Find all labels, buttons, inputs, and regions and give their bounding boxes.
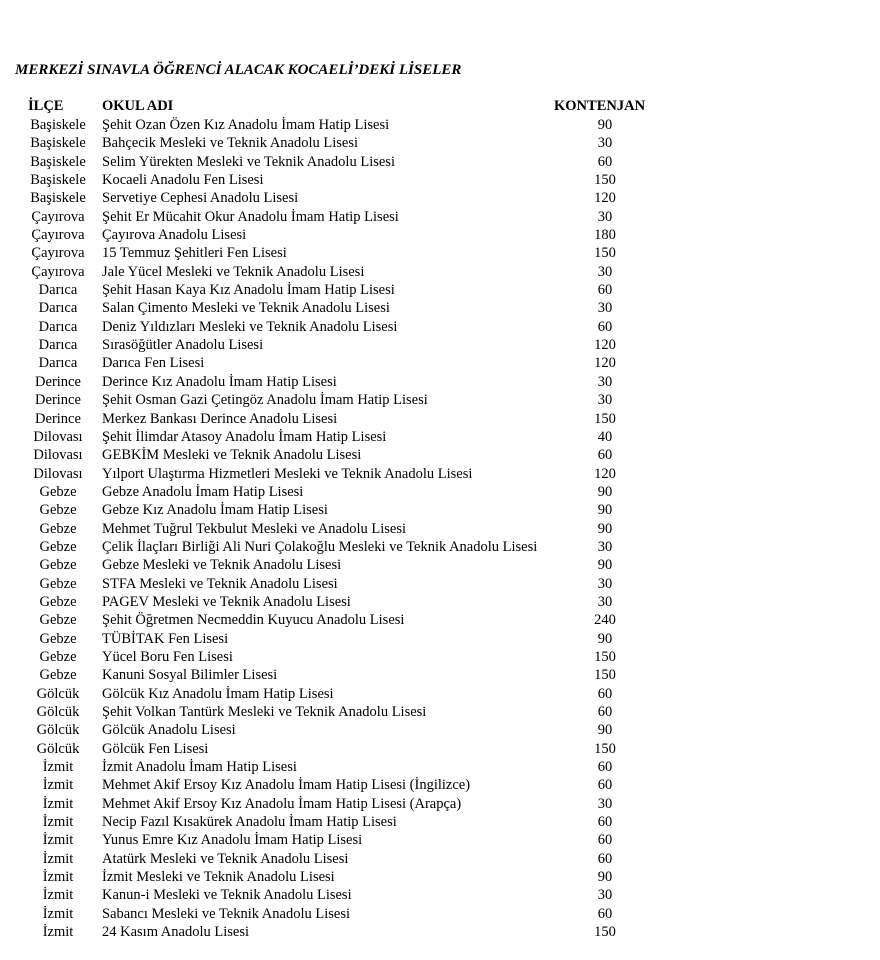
- table-row: [0, 758, 880, 776]
- cell-kontenjan: 90: [597, 520, 613, 537]
- cell-ilce: İzmit: [42, 924, 74, 941]
- cell-kontenjan: 90: [597, 557, 613, 574]
- cell-kontenjan: 60: [597, 814, 613, 831]
- table-row: [0, 465, 880, 483]
- table-row: [0, 703, 880, 721]
- cell-kontenjan: 60: [597, 704, 613, 720]
- cell-kontenjan: 40: [597, 428, 613, 445]
- table-row: [0, 263, 880, 281]
- cell-ilce: Darıca: [38, 355, 78, 372]
- cell-okul-adi: Necip Fazıl Kısakürek Anadolu İmam Hatip Lisesi: [102, 814, 397, 831]
- cell-ilce: İzmit: [42, 869, 74, 886]
- cell-kontenjan: 150: [594, 410, 616, 427]
- cell-okul-adi: Çelik İlaçları Birliği Ali Nuri Çolakoğlu Mesleki ve Teknik Anadolu Lisesi: [102, 538, 538, 555]
- table-row: [0, 428, 880, 446]
- table-header: [0, 97, 880, 115]
- table-row: [0, 446, 880, 464]
- table-row: [0, 520, 880, 538]
- cell-kontenjan: 240: [594, 612, 616, 629]
- cell-okul-adi: Bahçecik Mesleki ve Teknik Anadolu Lisesi: [102, 135, 359, 152]
- cell-kontenjan: 90: [597, 722, 613, 739]
- cell-ilce: Gölcük: [36, 685, 80, 702]
- cell-kontenjan: 60: [597, 832, 613, 849]
- cell-kontenjan: 150: [594, 648, 616, 665]
- table-row: [0, 593, 880, 611]
- cell-okul-adi: Sabancı Mesleki ve Teknik Anadolu Lisesi: [102, 905, 350, 922]
- cell-okul-adi: Şehit Ozan Özen Kız Anadolu İmam Hatip Lisesi: [102, 117, 390, 133]
- cell-kontenjan: 60: [597, 153, 613, 170]
- cell-ilce: Darıca: [38, 300, 78, 317]
- cell-okul-adi: Salan Çimento Mesleki ve Teknik Anadolu Lisesi: [102, 300, 390, 317]
- cell-okul-adi: Yunus Emre Kız Anadolu İmam Hatip Lisesi: [102, 832, 363, 849]
- table-row: [0, 721, 880, 739]
- cell-okul-adi: Şehit Hasan Kaya Kız Anadolu İmam Hatip Lisesi: [102, 282, 395, 299]
- cell-kontenjan: 30: [597, 593, 613, 610]
- cell-ilce: İzmit: [42, 887, 74, 904]
- table-row: [0, 171, 880, 189]
- cell-ilce: Gebze: [39, 502, 77, 519]
- table-row: [0, 134, 880, 152]
- cell-ilce: İzmit: [42, 777, 74, 794]
- cell-ilce: Başiskele: [30, 190, 86, 207]
- cell-kontenjan: 150: [594, 667, 616, 684]
- cell-okul-adi: TÜBİTAK Fen Lisesi: [102, 630, 229, 647]
- cell-ilce: Çayırova: [31, 208, 85, 225]
- cell-kontenjan: 180: [594, 227, 616, 244]
- table-row: [0, 886, 880, 904]
- header-ilce: İLÇE: [28, 98, 64, 114]
- cell-kontenjan: 30: [597, 135, 613, 152]
- cell-ilce: Gölcük: [36, 722, 80, 739]
- cell-okul-adi: Servetiye Cephesi Anadolu Lisesi: [102, 190, 299, 207]
- cell-kontenjan: 90: [597, 483, 613, 500]
- table-row: [0, 868, 880, 886]
- cell-okul-adi: Merkez Bankası Derince Anadolu Lisesi: [102, 410, 338, 427]
- cell-ilce: Gebze: [39, 667, 77, 684]
- cell-okul-adi: Darıca Fen Lisesi: [102, 355, 205, 372]
- cell-okul-adi: Gölcük Kız Anadolu İmam Hatip Lisesi: [102, 685, 334, 702]
- cell-kontenjan: 150: [594, 245, 616, 262]
- table-row: [0, 666, 880, 684]
- cell-okul-adi: Çayırova Anadolu Lisesi: [102, 227, 247, 244]
- cell-kontenjan: 30: [597, 538, 613, 555]
- cell-ilce: Gölcük: [36, 704, 80, 720]
- table-row: [0, 813, 880, 831]
- cell-ilce: Başiskele: [30, 153, 86, 170]
- cell-kontenjan: 150: [594, 740, 616, 757]
- cell-ilce: İzmit: [42, 850, 74, 867]
- table-row: [0, 336, 880, 354]
- cell-okul-adi: Gebze Kız Anadolu İmam Hatip Lisesi: [102, 502, 328, 519]
- cell-kontenjan: 60: [597, 777, 613, 794]
- table-row: [0, 354, 880, 372]
- table-row: [0, 299, 880, 317]
- cell-ilce: Darıca: [38, 282, 78, 299]
- cell-okul-adi: Mehmet Akif Ersoy Kız Anadolu İmam Hatip Lisesi (Arapça): [102, 795, 462, 812]
- cell-kontenjan: 90: [597, 502, 613, 519]
- cell-kontenjan: 90: [597, 869, 613, 886]
- cell-kontenjan: 30: [597, 575, 613, 592]
- cell-okul-adi: Mehmet Akif Ersoy Kız Anadolu İmam Hatip Lisesi (İngilizce): [102, 777, 471, 794]
- cell-kontenjan: 90: [597, 117, 613, 133]
- table-row: [0, 116, 880, 134]
- table-row: [0, 611, 880, 629]
- school-table-body: [0, 116, 880, 941]
- document-title: MERKEZİ SINAVLA ÖĞRENCİ ALACAK KOCAELİ’DEKİ LİSELER: [15, 62, 462, 78]
- cell-kontenjan: 60: [597, 685, 613, 702]
- cell-okul-adi: Gebze Anadolu İmam Hatip Lisesi: [102, 483, 304, 500]
- cell-kontenjan: 30: [597, 300, 613, 317]
- cell-kontenjan: 60: [597, 282, 613, 299]
- cell-ilce: İzmit: [42, 814, 74, 831]
- table-row: [0, 831, 880, 849]
- cell-ilce: Başiskele: [30, 172, 86, 189]
- cell-okul-adi: Selim Yürekten Mesleki ve Teknik Anadolu Lisesi: [102, 153, 395, 170]
- cell-kontenjan: 30: [597, 887, 613, 904]
- cell-ilce: Dilovası: [33, 428, 83, 445]
- cell-okul-adi: Kanun-i Mesleki ve Teknik Anadolu Lisesi: [102, 887, 352, 904]
- table-row: [0, 391, 880, 409]
- cell-ilce: Gebze: [39, 520, 77, 537]
- cell-ilce: Derince: [35, 373, 81, 390]
- cell-okul-adi: İzmit Mesleki ve Teknik Anadolu Lisesi: [102, 869, 335, 886]
- cell-ilce: Gebze: [39, 483, 77, 500]
- table-row: [0, 795, 880, 813]
- table-row: [0, 281, 880, 299]
- cell-ilce: Gebze: [39, 630, 77, 647]
- table-row: [0, 575, 880, 593]
- cell-ilce: Dilovası: [33, 465, 83, 482]
- cell-ilce: Derince: [35, 410, 81, 427]
- cell-kontenjan: 60: [597, 850, 613, 867]
- cell-okul-adi: Şehit Er Mücahit Okur Anadolu İmam Hatip Lisesi: [102, 208, 399, 225]
- cell-okul-adi: GEBKİM Mesleki ve Teknik Anadolu Lisesi: [102, 447, 362, 464]
- cell-kontenjan: 150: [594, 924, 616, 941]
- cell-ilce: Başiskele: [30, 135, 86, 152]
- cell-ilce: Başiskele: [30, 117, 86, 133]
- table-row: [0, 373, 880, 391]
- cell-okul-adi: Atatürk Mesleki ve Teknik Anadolu Lisesi: [102, 850, 349, 867]
- cell-kontenjan: 120: [594, 337, 616, 354]
- cell-okul-adi: Sırasöğütler Anadolu Lisesi: [102, 337, 264, 354]
- table-row: [0, 208, 880, 226]
- cell-okul-adi: Kanuni Sosyal Bilimler Lisesi: [102, 667, 278, 684]
- cell-ilce: Gebze: [39, 593, 77, 610]
- cell-kontenjan: 150: [594, 172, 616, 189]
- cell-kontenjan: 60: [597, 905, 613, 922]
- cell-ilce: İzmit: [42, 795, 74, 812]
- cell-okul-adi: İzmit Anadolu İmam Hatip Lisesi: [102, 759, 297, 776]
- cell-okul-adi: Yılport Ulaştırma Hizmetleri Mesleki ve Teknik Anadolu Lisesi: [102, 465, 473, 482]
- header-kontenjan: KONTENJAN: [554, 98, 646, 114]
- table-row: [0, 501, 880, 519]
- cell-okul-adi: Kocaeli Anadolu Fen Lisesi: [102, 172, 264, 189]
- cell-ilce: Gebze: [39, 648, 77, 665]
- cell-okul-adi: Gölcük Anadolu Lisesi: [102, 722, 236, 739]
- cell-kontenjan: 120: [594, 355, 616, 372]
- cell-kontenjan: 30: [597, 373, 613, 390]
- cell-ilce: Çayırova: [31, 245, 85, 262]
- cell-okul-adi: Deniz Yıldızları Mesleki ve Teknik Anadolu Lisesi: [102, 318, 398, 335]
- table-row: [0, 850, 880, 868]
- cell-kontenjan: 30: [597, 392, 613, 409]
- cell-okul-adi: Şehit Osman Gazi Çetingöz Anadolu İmam Hatip Lisesi: [102, 392, 428, 409]
- cell-okul-adi: Jale Yücel Mesleki ve Teknik Anadolu Lisesi: [102, 263, 365, 280]
- cell-okul-adi: 24 Kasım Anadolu Lisesi: [102, 924, 250, 941]
- cell-okul-adi: Derince Kız Anadolu İmam Hatip Lisesi: [102, 373, 337, 390]
- table-row: [0, 740, 880, 758]
- table-row: [0, 556, 880, 574]
- table-row: [0, 538, 880, 556]
- table-row: [0, 189, 880, 207]
- cell-kontenjan: 120: [594, 465, 616, 482]
- cell-okul-adi: Şehit Öğretmen Necmeddin Kuyucu Anadolu Lisesi: [102, 612, 405, 629]
- cell-ilce: Gebze: [39, 557, 77, 574]
- cell-ilce: Çayırova: [31, 263, 85, 280]
- table-row: [0, 153, 880, 171]
- cell-okul-adi: 15 Temmuz Şehitleri Fen Lisesi: [102, 245, 287, 262]
- cell-kontenjan: 90: [597, 630, 613, 647]
- table-row: [0, 905, 880, 923]
- header-okul-adi: OKUL ADI: [102, 98, 174, 114]
- cell-kontenjan: 30: [597, 263, 613, 280]
- table-row: [0, 685, 880, 703]
- cell-ilce: Darıca: [38, 318, 78, 335]
- cell-ilce: Dilovası: [33, 447, 83, 464]
- cell-ilce: Darıca: [38, 337, 78, 354]
- table-row: [0, 244, 880, 262]
- table-row: [0, 648, 880, 666]
- cell-kontenjan: 60: [597, 318, 613, 335]
- cell-okul-adi: Mehmet Tuğrul Tekbulut Mesleki ve Anadolu Lisesi: [102, 520, 407, 537]
- cell-okul-adi: Gebze Mesleki ve Teknik Anadolu Lisesi: [102, 557, 342, 574]
- cell-kontenjan: 30: [597, 208, 613, 225]
- cell-ilce: Gölcük: [36, 740, 80, 757]
- cell-ilce: İzmit: [42, 905, 74, 922]
- cell-okul-adi: STFA Mesleki ve Teknik Anadolu Lisesi: [102, 575, 338, 592]
- table-row: [0, 630, 880, 648]
- cell-okul-adi: PAGEV Mesleki ve Teknik Anadolu Lisesi: [102, 593, 351, 610]
- cell-kontenjan: 120: [594, 190, 616, 207]
- cell-ilce: Derince: [35, 392, 81, 409]
- cell-okul-adi: Şehit Volkan Tantürk Mesleki ve Teknik Anadolu Lisesi: [102, 704, 427, 720]
- table-row: [0, 410, 880, 428]
- cell-kontenjan: 60: [597, 759, 613, 776]
- cell-kontenjan: 30: [597, 795, 613, 812]
- cell-ilce: Çayırova: [31, 227, 85, 244]
- table-row: [0, 776, 880, 794]
- cell-ilce: İzmit: [42, 832, 74, 849]
- cell-ilce: Gebze: [39, 538, 77, 555]
- cell-okul-adi: Gölcük Fen Lisesi: [102, 740, 209, 757]
- cell-ilce: İzmit: [42, 759, 74, 776]
- table-row: [0, 483, 880, 501]
- table-row: [0, 226, 880, 244]
- table-row: [0, 923, 880, 941]
- cell-ilce: Gebze: [39, 612, 77, 629]
- table-row: [0, 318, 880, 336]
- cell-kontenjan: 60: [597, 447, 613, 464]
- cell-okul-adi: Şehit İlimdar Atasoy Anadolu İmam Hatip Lisesi: [102, 428, 387, 445]
- cell-ilce: Gebze: [39, 575, 77, 592]
- cell-okul-adi: Yücel Boru Fen Lisesi: [102, 648, 233, 665]
